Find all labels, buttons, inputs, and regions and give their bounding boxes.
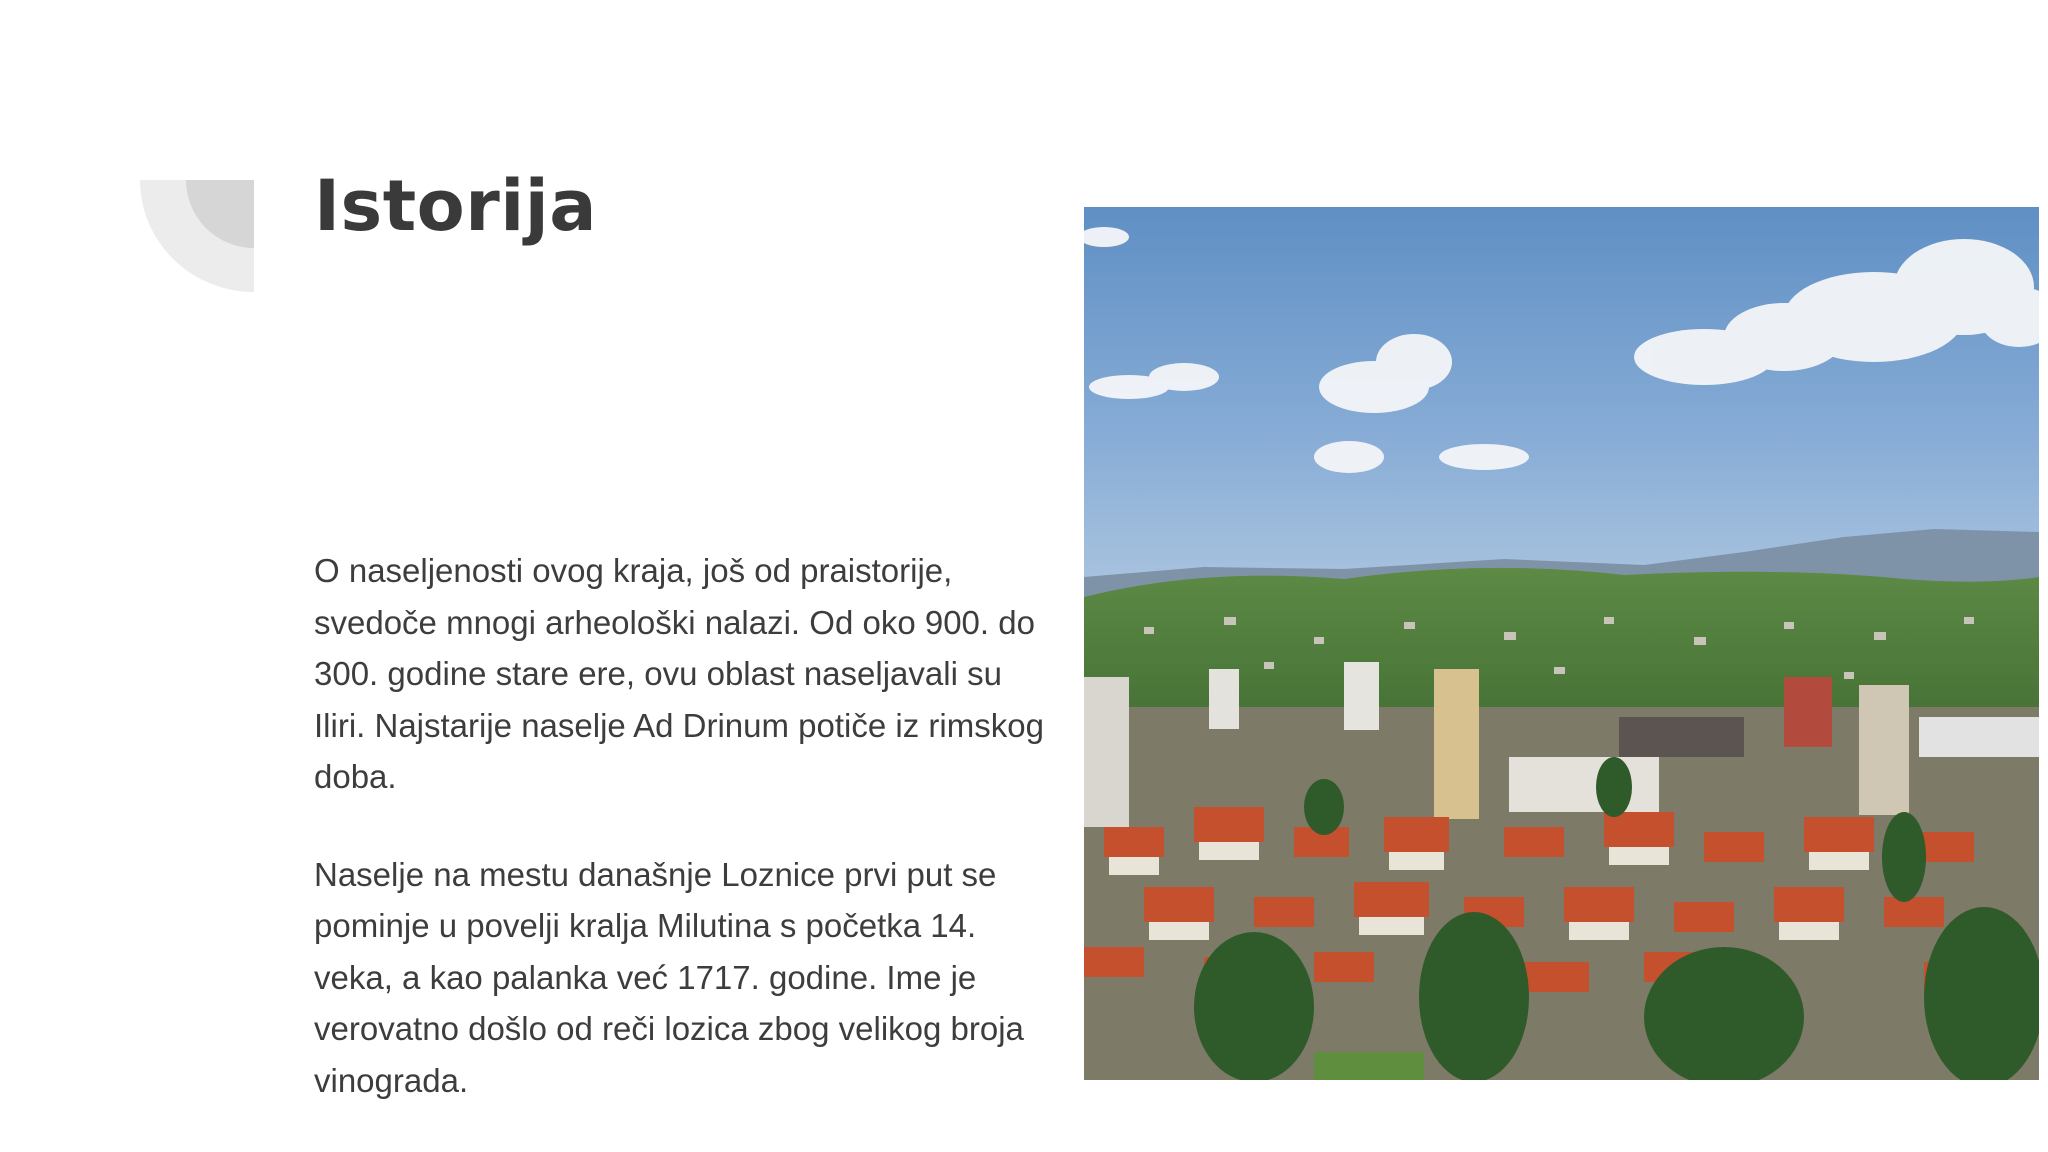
sky [1084, 207, 2039, 587]
corner-decoration [140, 180, 254, 292]
paragraph-name-origin: Naselje na mestu današnje Loznice prvi put se pominje u povelji kralja Milutina s početka 14. veka, a kao palanka već 1717. godine. Ime je verovatno došlo od reči lozica zbog velikog broja vinograda. [314, 855, 1024, 1099]
city-panorama-photo [1084, 207, 2039, 1080]
slide-body-text [314, 545, 1054, 1152]
slide-title: Istorija [314, 165, 598, 247]
paragraph-prehistory: O naseljenosti ovog kraja, još od praistorije, svedoče mnogi arheološki nalazi. Od oko 900. do 300. godine stare ere, ovu oblast naseljavali su Iliri. Najstarije naselje Ad Drinum potiče iz rimskog doba. [314, 552, 1044, 795]
foreground-lawn [1314, 1052, 1424, 1080]
